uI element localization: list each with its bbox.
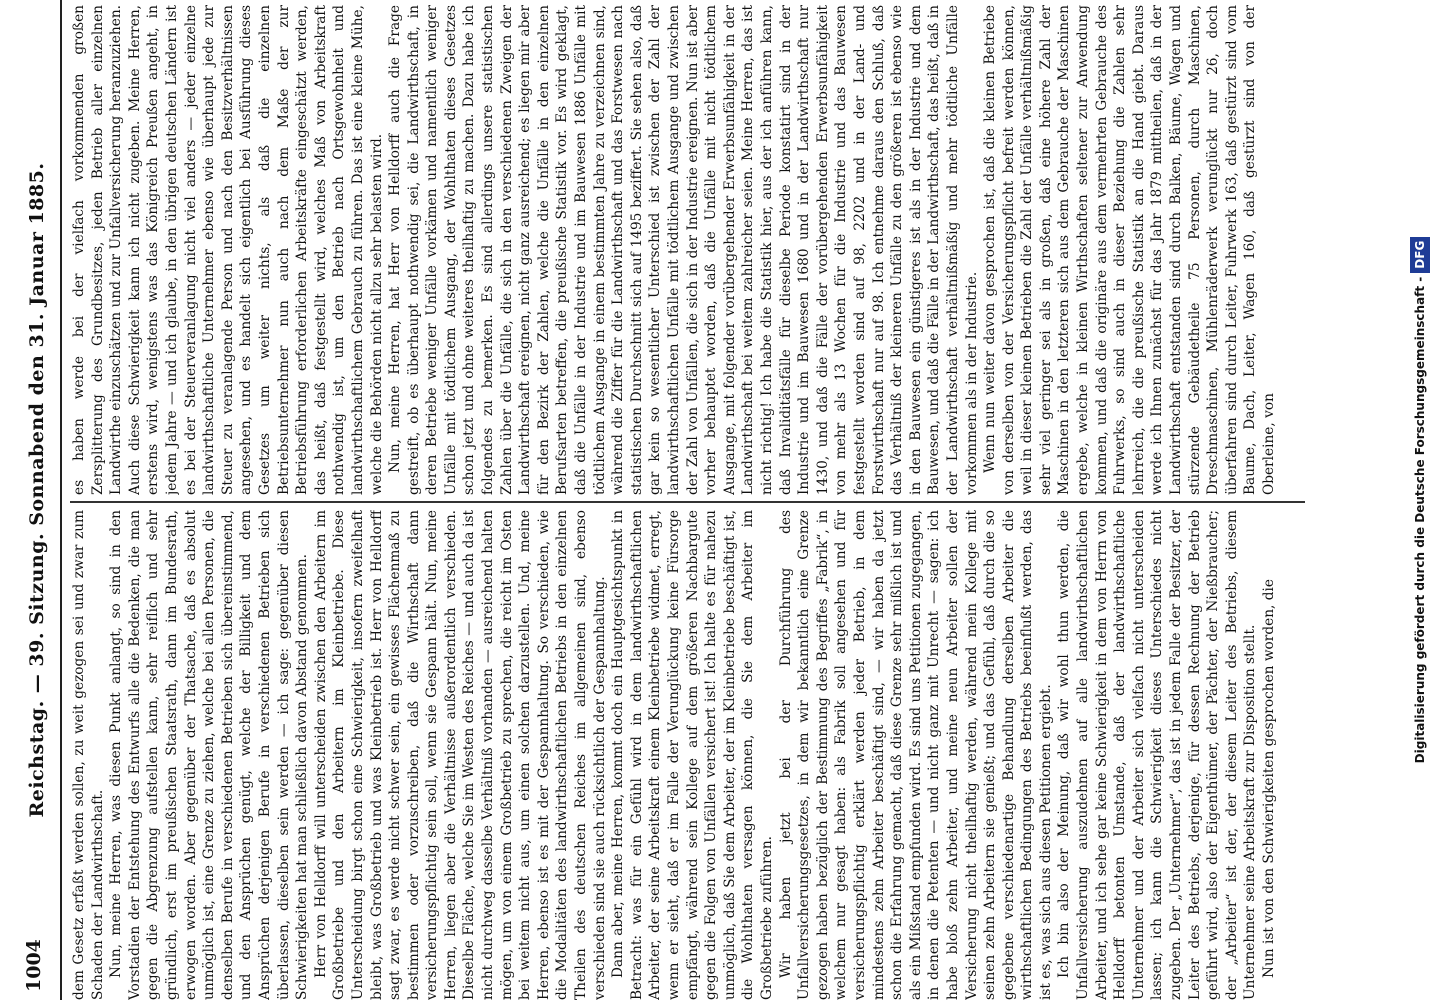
paragraph: Nun, meine Herren, was diesen Punkt anlangt, so sind in den Vorstadien der Entstehung des Entwurfs alle die Bedenken, die man gegen die Abgrenzung aufstellen kann, sehr reiflich und sehr gründlich, erst im preußischen Staatsrath, dann im Bundesrath, erwogen worden. Aber gegenüber der Thatsache, daß es absolut unmöglich ist, eine Grenze zu ziehen, welche bei allen Personen, die denselben Berufe in verschiedenen Betrieben sich übereinstimmend, und den Ansprüchen genügt, welche der Billigkeit und dem Ansprüchen derjenigen Berufe in verschiedenen Betrieben sich überlassen, dieselben sein werden — ich sage: gegenüber diesen Schwierigkeiten hat man schließlich davon Abstand genommen. — [108, 510, 311, 1000]
paragraph: Ich bin also der Meinung, daß wir wohl thun werden, die Unfallversicherung auszudehnen auf alle landwirthschaftlichen Arbeiter, und ich sehe gar keine Schwierigkeit in dem von Herrn von Helldorff betonten Umstande, daß der landwirthschaftliche Unternehmer und der Arbeiter sich vielfach nicht unterscheiden lassen; ich kann die Schwierigkeit dieses Unterschiedes nicht zugeben. Der „Unternehmer“, das ist in jedem Falle der Besitzer, der Leiter des Betriebs, derjenige, für dessen Rechnung der Betrieb geführt wird, also der Eigenthümer, der Pächter, der Nießbraucher; der „Arbeiter“ ist der, der diesem Leiter des Betriebs, diesem Unternehmer seine Arbeitskraft zur Disposition stellt. — [1056, 510, 1259, 1000]
paragraph: es haben werde bei der vielfach vorkommenden großen Zersplitterung des Grundbesitzes, jeden Betrieb aller einzelnen Landwirthe einzuschätzen und zur Unfallversicherung heranzuziehen. Auch diese Schwierigkeit kann ich nicht zugeben. Meine Herren, erstens wird, wenigstens was das Königreich Preußen angeht, in jedem Jahre — und ich glaube, in den übrigen deutschen Ländern ist es bei der Steuerveranlagung nicht viel anders — jeder einzelne landwirthschaftliche Unternehmer ebenso wie überhaupt jede zur Steuer zu veranlagende Person und nach den Besitzverhältnissen angesehen, und es handelt sich eigentlich bei Ausführung dieses Gesetzes um weiter nichts, als daß die einzelnen Betriebsunternehmer nun auch nach dem Maße der zur Betriebsführung erforderlichen Arbeitskräfte eingeschätzt werden, das heißt, daß festgestellt wird, welches Maß von Arbeitskraft nothwendig ist, um den Betrieb nach Ortsgewohnheit und landwirthschaftlichem Gebrauch zu führen. Das ist eine kleine Mühe, welche die Behörden nicht allzu sehr belasten wird. — [71, 5, 385, 495]
column-divider — [70, 502, 1305, 504]
right-column — [70, 5, 1310, 495]
paragraph: Dann aber, meine Herren, kommt doch ein Hauptgesichtspunkt in Betracht: was für ein Gefühl wird in dem landwirthschaftlichen Arbeiter, der seine Arbeitskraft einem Kleinbetriebe widmet, erregt, wenn er sieht, daß er im Falle der Verunglückung keine Fürsorge empfängt, während sein Kollege auf dem größeren Nachbargute gegen die Folgen von Unfällen versichert ist! Ich halte es für nahezu unmöglich, daß Sie dem Arbeiter, der im Kleinbetriebe beschäftigt ist, die Wohlthaten versagen können, die Sie dem Arbeiter im Großbetriebe zuführen. — [610, 510, 775, 1000]
page-number: 1004 — [23, 939, 45, 992]
paragraph: dem Gesetz erfaßt werden sollen, zu weit gezogen sei und zwar zum Schaden der Landwirthschaft. — [71, 510, 106, 1000]
paragraph: Nun ist von den Schwierigkeiten gesprochen worden, die — [1261, 579, 1277, 978]
dfg-logo: DFG — [1410, 237, 1430, 273]
left-column — [70, 510, 1310, 1000]
paragraph: Herr von Helldorff will unterscheiden zwischen den Arbeitern im Großbetriebe und den Arbeitern im Kleinbetriebe. Diese Unterscheidung birgt schon eine Schwierigkeit, insofern zweifelhaft bleibt, was Großbetrieb und was Kleinbetrieb ist. Herr von Helldorff sagt zwar, es werde nicht schwer sein, ein gewisses Flächenmaß zu bestimmen oder vorzuschreiben, daß die Wirthschaft dann versicherungspflichtig sein soll, wenn sie Gespann hält. Nun, meine Herren, liegen aber die Verhältnisse außerordentlich verschieden. Dieselbe Fläche, welche Sie im Westen des Reiches — und auch da ist nicht durchweg dasselbe Verhältniß vorhanden — ausreichend halten mögen, um von einem Großbetrieb zu sprechen, die reicht im Osten bei weitem nicht aus, um einen solchen darzustellen. Und, meine Herren, ebenso ist es mit der Gespannhaltung. So verschieden, wie die Modalitäten des landwirthschaftlichen Betriebs in den einzelnen Theilen des deutschen Reiches im allgemeinen sind, ebenso verschieden sind sie auch rücksichtlich der Gespannhaltung. — [312, 510, 608, 1000]
paragraph: Nun, meine Herren, hat Herr von Helldorff auch die Frage gestreift, ob es überhaupt nothwendig sei, die Landwirthschaft, in deren Betriebe weniger Unfälle vorkämen und namentlich weniger Unfälle mit tödtlichem Ausgang, der Wohlthaten dieses Gesetzes schon jetzt und ohne weiteres theilhaftig zu machen. Dazu habe ich folgendes zu bemerken. Es sind allerdings unsere statistischen Zahlen über die Unfälle, die sich in den verschiedenen Zweigen der Landwirthschaft ereignen, nicht ganz ausreichend; es liegen mir aber für den Bezirk der Zahlen, welche die Unfälle in den einzelnen Berufsarten betreffen, die preußische Statistik vor. Es wird geklagt, daß die Unfälle in der Industrie und im Bauwesen 1886 Unfälle mit tödtlichem Ausgange in einem bestimmten Jahre zu verzeichnen sind, während die Ziffer für die Landwirthschaft und das Forstwesen nach statistischen Durchschnitt sich auf 1495 beziffert. Sie sehen also, daß gar kein so wesentlicher Unterschied ist zwischen der Zahl der landwirthschaftlichen Unfälle mit tödtlichem Ausgange und zwischen der Zahl von Unfällen, die sich in der Industrie ereignen. Nun ist aber vorher behauptet worden, daß die Unfälle mit nicht tödtlichem Ausgange, mit folgender vorübergehender Erwerbsunfähigkeit in der Landwirthschaft bei weitem zahlreicher seien. Meine Herren, das ist nicht richtig! Ich habe die Statistik hier, aus der ich anführen kann, daß Invaliditätsfälle für dieselbe Periode konstatirt sind in der Industrie und im Bauwesen 1680 und in der Landwirthschaft nur 1430, und daß die Fälle der vorübergehenden Erwerbsunfähigkeit von mehr als 13 Wochen für die Industrie und das Bauwesen festgestellt worden sind auf 98, 2202 und in der Land- und Forstwirthschaft nur auf 98. Ich entnehme daraus den Schluß, daß das Verhältniß der kleineren Unfälle zu den größeren ist ebenso wie in den Bauwesen ein günstigeres ist als in der Industrie und dem Bauwesen, und daß die Fälle in der Landwirthschaft, das heißt, daß in der Landwirthschaft verhältnißmäßig und mehr tödtliche Unfälle vorkommen als in der Industrie. — [387, 5, 980, 495]
paragraph: Wir haben jetzt bei der Durchführung des Unfallversicherungsgesetzes, in dem wir bekanntlich eine Grenze gezogen haben bezüglich der Bestimmung des Begriffes „Fabrik“, in welchem nur gesagt haben: als Fabrik soll angesehen und für versicherungspflichtig erklärt werden jeder Betrieb, in dem mindestens zehn Arbeiter beschäftigt sind, — wir haben da jetzt schon die Erfahrung gemacht, daß diese Grenze sehr mißlich ist und als ein Mißstand empfunden wird. Es sind uns Petitionen zugegangen, in denen die Petenten — und nicht ganz mit Unrecht — sagen: ich habe bloß zehn Arbeiter, und meine neun Arbeiter sollen der Versicherung nicht theilhaftig werden, während mein Kollege mit seinen zehn Arbeitern sie genießt; und das Gefühl, daß durch die so gegebene verschiedenartige Behandlung derselben Arbeiter die wirthschaftlichen Bedingungen des Betriebs beeinflußt werden, das ist es, was sich aus diesen Petitionen ergiebt. — [777, 510, 1054, 1000]
paragraph: Wenn nun weiter davon gesprochen ist, daß die kleinen Betriebe von derselben von der Versicherungspflicht befreit werden können, weil in dieser kleinen Betrieben die Zahl der Unfälle verhältnißmäßig sehr viel geringer sei als in großen, daß eine höhere Zahl der Maschinen in den letzteren sich aus dem Gebrauche der Maschinen ergebe, welche in kleinen Wirthschaften seltener zur Anwendung kommen, und daß die originäre aus dem vermehrten Gebrauche des Fuhrwerks, so sind auch in dieser Beziehung die Zahlen sehr lehrreich, die die preußische Statistik an die Hand giebt. Daraus werde ich Ihnen zunächst für das Jahr 1879 mittheilen, daß in der Landwirthschaft entstanden sind durch Balken, Bäume, Wagen und stürzende Gebäudetheile 75 Personen, durch Maschinen, Dreschmaschinen, Mühlenräderwerk verunglückt nur 26, doch überfahren sind durch Leiter, Fuhrwerk 163, daß gestürzt sind vom Baume, Dach, Leiter, Wagen 160, daß gestürzt sind von der Oberleine, von — [982, 5, 1277, 495]
digitization-credit — [1410, 10, 1430, 990]
header-rule — [60, 0, 62, 1000]
credit-text: Digitalisierung gefördert durch die Deutsche Forschungsgemeinschaft - — [1413, 276, 1427, 764]
running-head: Reichstag. — 39. Sitzung. Sonnabend den 31. Januar 1885. — [26, 162, 48, 818]
